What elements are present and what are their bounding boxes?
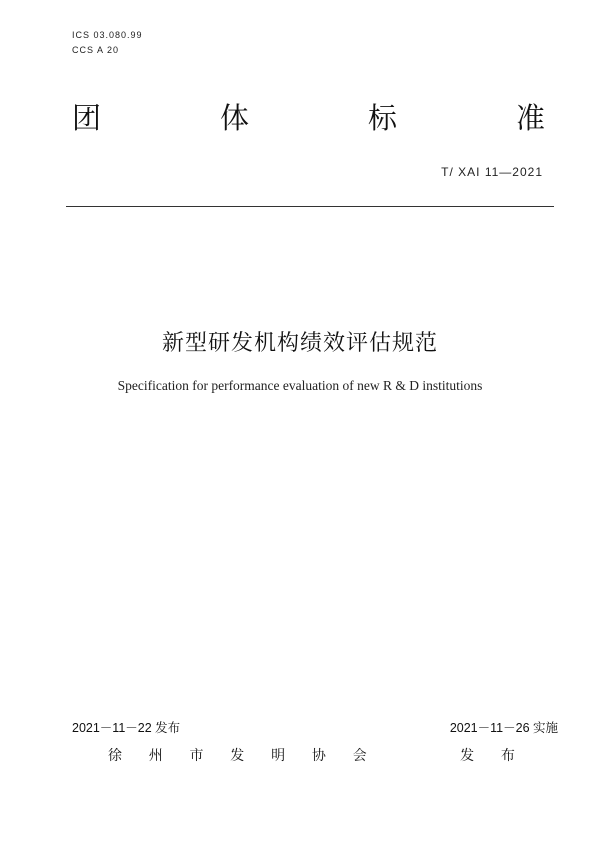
publisher-line [108,745,515,765]
publish-action-char: 发 [460,748,475,764]
standard-type-char: 准 [515,101,545,135]
publisher-name-char: 徐 [108,748,122,764]
ccs-code: CCS A 20 [72,45,120,55]
ics-code: ICS 03.080.99 [72,30,143,40]
publish-date: 2021－11－22 发布 [72,721,181,735]
publisher-name-char: 市 [189,748,204,764]
publisher-name-char: 州 [148,748,163,764]
document-title-english: Specification for performance evaluation of new R & D institutions [117,378,483,393]
publisher-spacer [393,745,433,765]
document-title-chinese: 新型研发机构绩效评估规范 [161,331,438,356]
standard-type-char: 标 [367,101,397,135]
publisher-name-char: 明 [271,748,286,764]
header-divider [66,206,554,207]
standard-type-heading [72,100,545,136]
standard-number: T/ XAI 11—2021 [441,165,543,179]
implement-date: 2021－11－26 实施 [449,721,558,735]
publish-action-char: 布 [500,748,515,764]
standard-type-char: 团 [72,101,102,135]
publisher-name-char: 发 [230,748,245,764]
publisher-name-char: 会 [352,748,367,764]
standard-type-char: 体 [219,101,249,135]
publisher-name-char: 协 [311,748,326,764]
